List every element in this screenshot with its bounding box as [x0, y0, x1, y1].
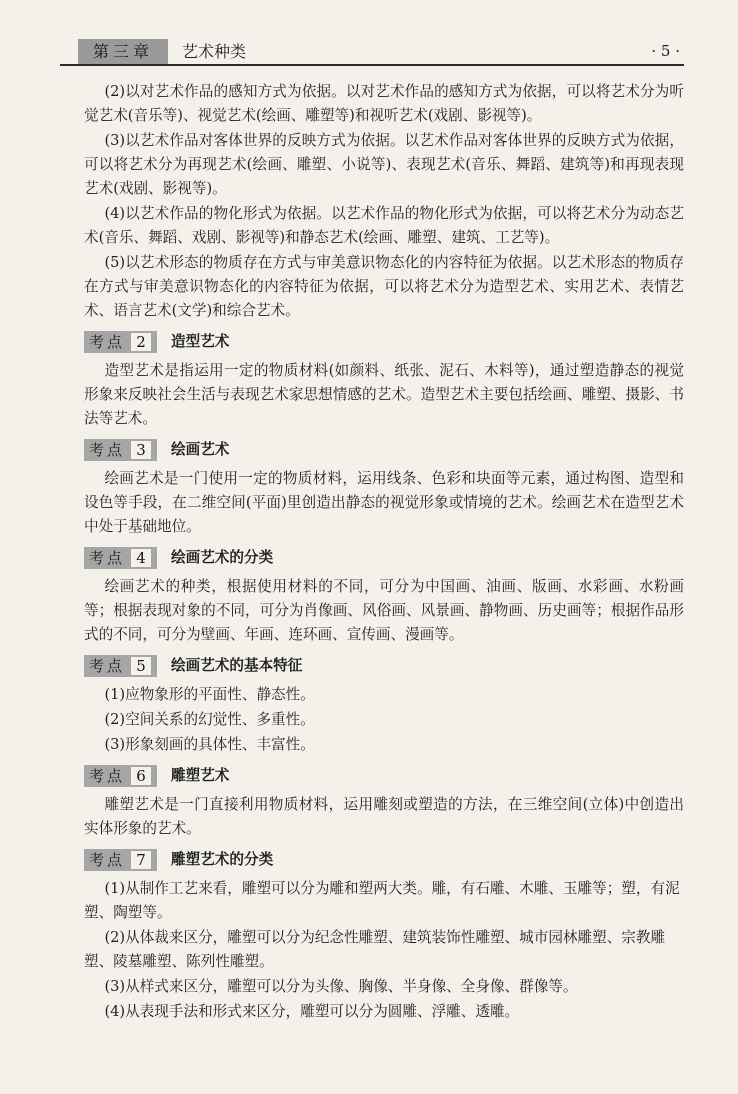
section-paragraph: (2)空间关系的幻觉性、多重性。 [104, 711, 315, 728]
chapter-label: 第三章 [78, 39, 168, 64]
kaodian-heading [84, 847, 684, 873]
kaodian-title: 雕塑艺术 [171, 767, 230, 784]
intro-paragraph: (2)以对艺术作品的感知方式为依据。以对艺术作品的感知方式为依据，可以将艺术分为听觉艺术(音乐等)、视觉艺术(绘画、雕塑等)和视听艺术(戏剧、影视等)。 [84, 83, 684, 124]
kaodian-badge [84, 547, 157, 569]
chapter-title: 艺术种类 [182, 42, 247, 61]
kaodian-heading [84, 545, 684, 571]
kaodian-badge [84, 765, 157, 787]
page-header [60, 34, 684, 66]
section-paragraph: (1)应物象形的平面性、静态性。 [104, 686, 315, 703]
kaodian-label: 考点 [89, 657, 126, 675]
intro-section [84, 80, 684, 323]
kaodian-title: 绘画艺术的分类 [171, 549, 274, 566]
kaodian-number: 4 [131, 549, 151, 567]
section-paragraph: 绘画艺术的种类，根据使用材料的不同，可分为中国画、油画、版画、水彩画、水粉画等；根据表现对象的不同，可分为肖像画、风俗画、风景画、静物画、历史画等；根据作品形式的不同，可分为壁画、年画、连环画、宣传画、漫画等。 [84, 578, 684, 643]
kaodian-badge [84, 655, 157, 677]
page-content [84, 80, 684, 1025]
kaodian-badge [84, 331, 157, 353]
kaodian-title: 造型艺术 [171, 333, 230, 350]
section-paragraph: 造型艺术是指运用一定的物质材料(如颜料、纸张、泥石、木料等)，通过塑造静态的视觉形象来反映社会生活与表现艺术家思想情感的艺术。造型艺术主要包括绘画、雕塑、摄影、书法等艺术。 [84, 362, 684, 427]
kaodian-badge [84, 439, 157, 461]
kaodian-sections [84, 329, 684, 1024]
kaodian-label: 考点 [89, 549, 126, 567]
kaodian-number: 3 [131, 441, 151, 459]
intro-paragraph: (4)以艺术作品的物化形式为依据。以艺术作品的物化形式为依据，可以将艺术分为动态艺术(音乐、舞蹈、戏剧、影视等)和静态艺术(绘画、雕塑、建筑、工艺等)。 [84, 205, 684, 246]
kaodian-number: 7 [131, 851, 151, 869]
kaodian-label: 考点 [89, 851, 126, 869]
kaodian-title: 雕塑艺术的分类 [171, 851, 274, 868]
kaodian-number: 6 [131, 767, 151, 785]
kaodian-heading [84, 763, 684, 789]
section-paragraph: (2)从体裁来区分，雕塑可以分为纪念性雕塑、建筑装饰性雕塑、城市园林雕塑、宗教雕塑、陵墓雕塑、陈列性雕塑。 [84, 929, 666, 970]
kaodian-badge [84, 849, 157, 871]
kaodian-title: 绘画艺术 [171, 441, 230, 458]
intro-paragraph: (3)以艺术作品对客体世界的反映方式为依据。以艺术作品对客体世界的反映方式为依据，可以将艺术分为再现艺术(绘画、雕塑、小说等)、表现艺术(音乐、舞蹈、建筑等)和再现表现艺术(戏剧、影视等)。 [84, 132, 684, 197]
kaodian-number: 5 [131, 657, 151, 675]
section-paragraph: (4)从表现手法和形式来区分，雕塑可以分为圆雕、浮雕、透雕。 [104, 1003, 520, 1020]
section-paragraph: 雕塑艺术是一门直接利用物质材料，运用雕刻或塑造的方法，在三维空间(立体)中创造出实体形象的艺术。 [84, 796, 684, 837]
kaodian-heading [84, 437, 684, 463]
kaodian-number: 2 [131, 333, 151, 351]
section-paragraph: (3)从样式来区分，雕塑可以分为头像、胸像、半身像、全身像、群像等。 [104, 978, 578, 995]
kaodian-label: 考点 [89, 767, 126, 785]
section-paragraph: (1)从制作工艺来看，雕塑可以分为雕和塑两大类。雕，有石雕、木雕、玉雕等；塑，有泥塑、陶塑等。 [84, 880, 680, 921]
kaodian-label: 考点 [89, 441, 126, 459]
kaodian-label: 考点 [89, 333, 126, 351]
kaodian-heading [84, 653, 684, 679]
page-number: · 5 · [651, 42, 680, 60]
kaodian-heading [84, 329, 684, 355]
section-paragraph: (3)形象刻画的具体性、丰富性。 [104, 736, 315, 753]
kaodian-title: 绘画艺术的基本特征 [171, 657, 303, 674]
section-paragraph: 绘画艺术是一门使用一定的物质材料，运用线条、色彩和块面等元素，通过构图、造型和设色等手段，在二维空间(平面)里创造出静态的视觉形象或情境的艺术。绘画艺术在造型艺术中处于基础地位。 [84, 470, 684, 535]
intro-paragraph: (5)以艺术形态的物质存在方式与审美意识物态化的内容特征为依据。以艺术形态的物质存在方式与审美意识物态化的内容特征为依据，可以将艺术分为造型艺术、实用艺术、表情艺术、语言艺术(文学)和综合艺术。 [84, 254, 684, 319]
